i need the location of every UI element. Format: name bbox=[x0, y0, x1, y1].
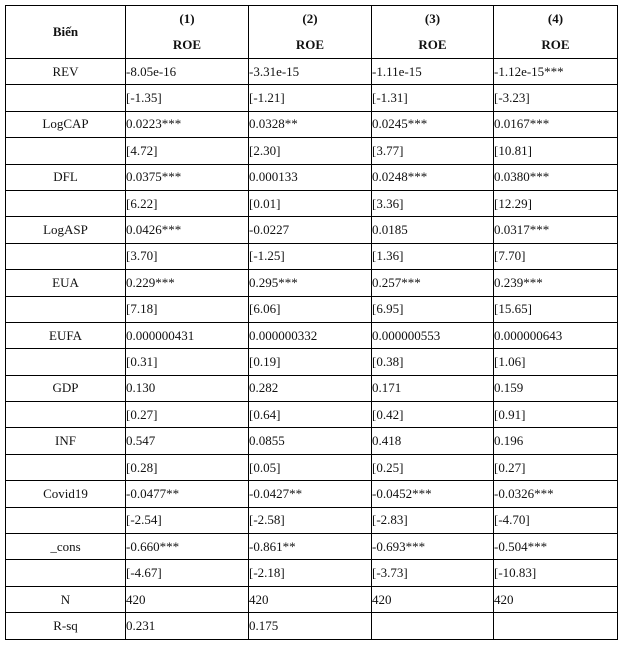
model-3-value-cell: [-2.83] bbox=[372, 507, 494, 533]
header-row bbox=[6, 6, 618, 59]
model-3-value-cell: 0.257*** bbox=[372, 270, 494, 296]
regression-table bbox=[5, 5, 618, 640]
variable-name-cell: R-sq bbox=[6, 613, 126, 639]
model-4-value-cell: [-4.70] bbox=[494, 507, 618, 533]
model-4-value-cell: -1.12e-15*** bbox=[494, 59, 618, 85]
table-row bbox=[6, 375, 618, 401]
variable-name-cell: _cons bbox=[6, 534, 126, 560]
model-4-value-cell: [1.06] bbox=[494, 349, 618, 375]
model-1-value-cell: [7.18] bbox=[126, 296, 249, 322]
model-1-header bbox=[126, 6, 249, 59]
model-2-value-cell: -0.0227 bbox=[249, 217, 372, 243]
model-3-value-cell: 0.418 bbox=[372, 428, 494, 454]
model-2-value-cell: [2.30] bbox=[249, 138, 372, 164]
model-2-value-cell: [0.64] bbox=[249, 402, 372, 428]
variable-name-cell bbox=[6, 190, 126, 216]
model-1-value-cell: 0.0223*** bbox=[126, 111, 249, 137]
table-row bbox=[6, 243, 618, 269]
model-2-value-cell: -3.31e-15 bbox=[249, 59, 372, 85]
variable-column-header: Biến bbox=[6, 6, 126, 59]
model-4-header bbox=[494, 6, 618, 59]
table-row bbox=[6, 586, 618, 612]
model-4-value-cell: [0.91] bbox=[494, 402, 618, 428]
model-3-value-cell: 0.000000553 bbox=[372, 322, 494, 348]
model-4-value-cell: 0.0380*** bbox=[494, 164, 618, 190]
variable-name-cell bbox=[6, 454, 126, 480]
model-number: (2) bbox=[302, 11, 318, 26]
model-4-value-cell: 0.0167*** bbox=[494, 111, 618, 137]
model-number: (3) bbox=[424, 11, 441, 26]
dependent-variable: ROE bbox=[295, 37, 325, 52]
model-1-value-cell: [4.72] bbox=[126, 138, 249, 164]
model-4-value-cell: 0.196 bbox=[494, 428, 618, 454]
model-1-value-cell: [-4.67] bbox=[126, 560, 249, 586]
model-3-value-cell: -1.11e-15 bbox=[372, 59, 494, 85]
model-1-value-cell: 0.0375*** bbox=[126, 164, 249, 190]
model-1-value-cell: 0.0426*** bbox=[126, 217, 249, 243]
dependent-variable: ROE bbox=[418, 37, 447, 52]
table-row bbox=[6, 534, 618, 560]
model-2-value-cell: [-1.21] bbox=[249, 85, 372, 111]
model-4-value-cell: -0.0326*** bbox=[494, 481, 618, 507]
model-2-value-cell: [-2.18] bbox=[249, 560, 372, 586]
dependent-variable: ROE bbox=[172, 37, 202, 52]
model-4-value-cell: [-10.83] bbox=[494, 560, 618, 586]
table-row bbox=[6, 481, 618, 507]
variable-name-cell bbox=[6, 296, 126, 322]
model-3-value-cell: 420 bbox=[372, 586, 494, 612]
model-4-value-cell: 0.239*** bbox=[494, 270, 618, 296]
model-number: (1) bbox=[179, 11, 195, 26]
table-row bbox=[6, 85, 618, 111]
table-row bbox=[6, 164, 618, 190]
model-3-value-cell: 0.171 bbox=[372, 375, 494, 401]
model-4-value-cell bbox=[494, 613, 618, 639]
table-row bbox=[6, 217, 618, 243]
model-3-value-cell: [1.36] bbox=[372, 243, 494, 269]
model-3-value-cell: -0.0452*** bbox=[372, 481, 494, 507]
model-4-value-cell: [10.81] bbox=[494, 138, 618, 164]
model-2-value-cell: 0.295*** bbox=[249, 270, 372, 296]
model-2-value-cell: 0.282 bbox=[249, 375, 372, 401]
model-2-value-cell: -0.861** bbox=[249, 534, 372, 560]
model-4-value-cell: 0.159 bbox=[494, 375, 618, 401]
variable-name-cell: LogASP bbox=[6, 217, 126, 243]
model-4-value-cell: 420 bbox=[494, 586, 618, 612]
model-3-value-cell: [6.95] bbox=[372, 296, 494, 322]
model-2-value-cell: [-1.25] bbox=[249, 243, 372, 269]
model-2-value-cell: [0.01] bbox=[249, 190, 372, 216]
model-3-value-cell: [3.36] bbox=[372, 190, 494, 216]
table-row bbox=[6, 270, 618, 296]
table-row bbox=[6, 111, 618, 137]
model-1-value-cell: [-1.35] bbox=[126, 85, 249, 111]
variable-name-cell: N bbox=[6, 586, 126, 612]
model-1-value-cell: 420 bbox=[126, 586, 249, 612]
model-2-value-cell: 0.0328** bbox=[249, 111, 372, 137]
model-1-value-cell: 0.229*** bbox=[126, 270, 249, 296]
model-4-value-cell: [7.70] bbox=[494, 243, 618, 269]
table-row bbox=[6, 560, 618, 586]
variable-name-cell: DFL bbox=[6, 164, 126, 190]
dependent-variable: ROE bbox=[541, 37, 570, 52]
variable-name-cell bbox=[6, 85, 126, 111]
model-3-value-cell: 0.0185 bbox=[372, 217, 494, 243]
model-3-value-cell: [0.38] bbox=[372, 349, 494, 375]
model-1-value-cell: -0.0477** bbox=[126, 481, 249, 507]
table-row bbox=[6, 402, 618, 428]
model-2-value-cell: 0.0855 bbox=[249, 428, 372, 454]
model-3-value-cell: [-3.73] bbox=[372, 560, 494, 586]
variable-name-cell bbox=[6, 402, 126, 428]
table-row bbox=[6, 454, 618, 480]
table-row bbox=[6, 507, 618, 533]
model-2-value-cell: -0.0427** bbox=[249, 481, 372, 507]
model-3-value-cell: 0.0248*** bbox=[372, 164, 494, 190]
model-3-value-cell: [0.42] bbox=[372, 402, 494, 428]
variable-name-cell: LogCAP bbox=[6, 111, 126, 137]
variable-name-cell: REV bbox=[6, 59, 126, 85]
model-4-value-cell: [15.65] bbox=[494, 296, 618, 322]
model-number: (4) bbox=[547, 11, 564, 26]
variable-name-cell bbox=[6, 243, 126, 269]
model-3-value-cell: [3.77] bbox=[372, 138, 494, 164]
variable-name-cell bbox=[6, 349, 126, 375]
model-3-header bbox=[372, 6, 494, 59]
model-2-value-cell: [0.19] bbox=[249, 349, 372, 375]
variable-name-cell: EUA bbox=[6, 270, 126, 296]
model-1-value-cell: 0.231 bbox=[126, 613, 249, 639]
table-row bbox=[6, 138, 618, 164]
model-1-value-cell: 0.547 bbox=[126, 428, 249, 454]
variable-name-cell: GDP bbox=[6, 375, 126, 401]
model-1-value-cell: [-2.54] bbox=[126, 507, 249, 533]
model-2-value-cell: [6.06] bbox=[249, 296, 372, 322]
table-row bbox=[6, 428, 618, 454]
model-1-value-cell: 0.130 bbox=[126, 375, 249, 401]
model-4-value-cell: [12.29] bbox=[494, 190, 618, 216]
model-2-value-cell: [-2.58] bbox=[249, 507, 372, 533]
model-4-value-cell: [-3.23] bbox=[494, 85, 618, 111]
table-row bbox=[6, 322, 618, 348]
model-4-value-cell: 0.000000643 bbox=[494, 322, 618, 348]
variable-name-cell: Covid19 bbox=[6, 481, 126, 507]
table-row bbox=[6, 59, 618, 85]
model-3-value-cell bbox=[372, 613, 494, 639]
model-3-value-cell: -0.693*** bbox=[372, 534, 494, 560]
model-2-header bbox=[249, 6, 372, 59]
model-4-value-cell: -0.504*** bbox=[494, 534, 618, 560]
model-1-value-cell: -0.660*** bbox=[126, 534, 249, 560]
model-1-value-cell: [3.70] bbox=[126, 243, 249, 269]
model-1-value-cell: [6.22] bbox=[126, 190, 249, 216]
model-2-value-cell: [0.05] bbox=[249, 454, 372, 480]
model-1-value-cell: [0.27] bbox=[126, 402, 249, 428]
table-row bbox=[6, 613, 618, 639]
model-4-value-cell: 0.0317*** bbox=[494, 217, 618, 243]
model-3-value-cell: 0.0245*** bbox=[372, 111, 494, 137]
variable-name-cell bbox=[6, 560, 126, 586]
model-2-value-cell: 0.175 bbox=[249, 613, 372, 639]
model-1-value-cell: 0.000000431 bbox=[126, 322, 249, 348]
model-3-value-cell: [-1.31] bbox=[372, 85, 494, 111]
model-4-value-cell: [0.27] bbox=[494, 454, 618, 480]
model-1-value-cell: [0.31] bbox=[126, 349, 249, 375]
model-2-value-cell: 0.000133 bbox=[249, 164, 372, 190]
table-row bbox=[6, 296, 618, 322]
table-row bbox=[6, 349, 618, 375]
variable-name-cell bbox=[6, 138, 126, 164]
model-2-value-cell: 0.000000332 bbox=[249, 322, 372, 348]
table-body bbox=[6, 59, 618, 640]
variable-name-cell: EUFA bbox=[6, 322, 126, 348]
model-2-value-cell: 420 bbox=[249, 586, 372, 612]
variable-name-cell: INF bbox=[6, 428, 126, 454]
model-3-value-cell: [0.25] bbox=[372, 454, 494, 480]
variable-name-cell bbox=[6, 507, 126, 533]
table-row bbox=[6, 190, 618, 216]
model-1-value-cell: [0.28] bbox=[126, 454, 249, 480]
model-1-value-cell: -8.05e-16 bbox=[126, 59, 249, 85]
